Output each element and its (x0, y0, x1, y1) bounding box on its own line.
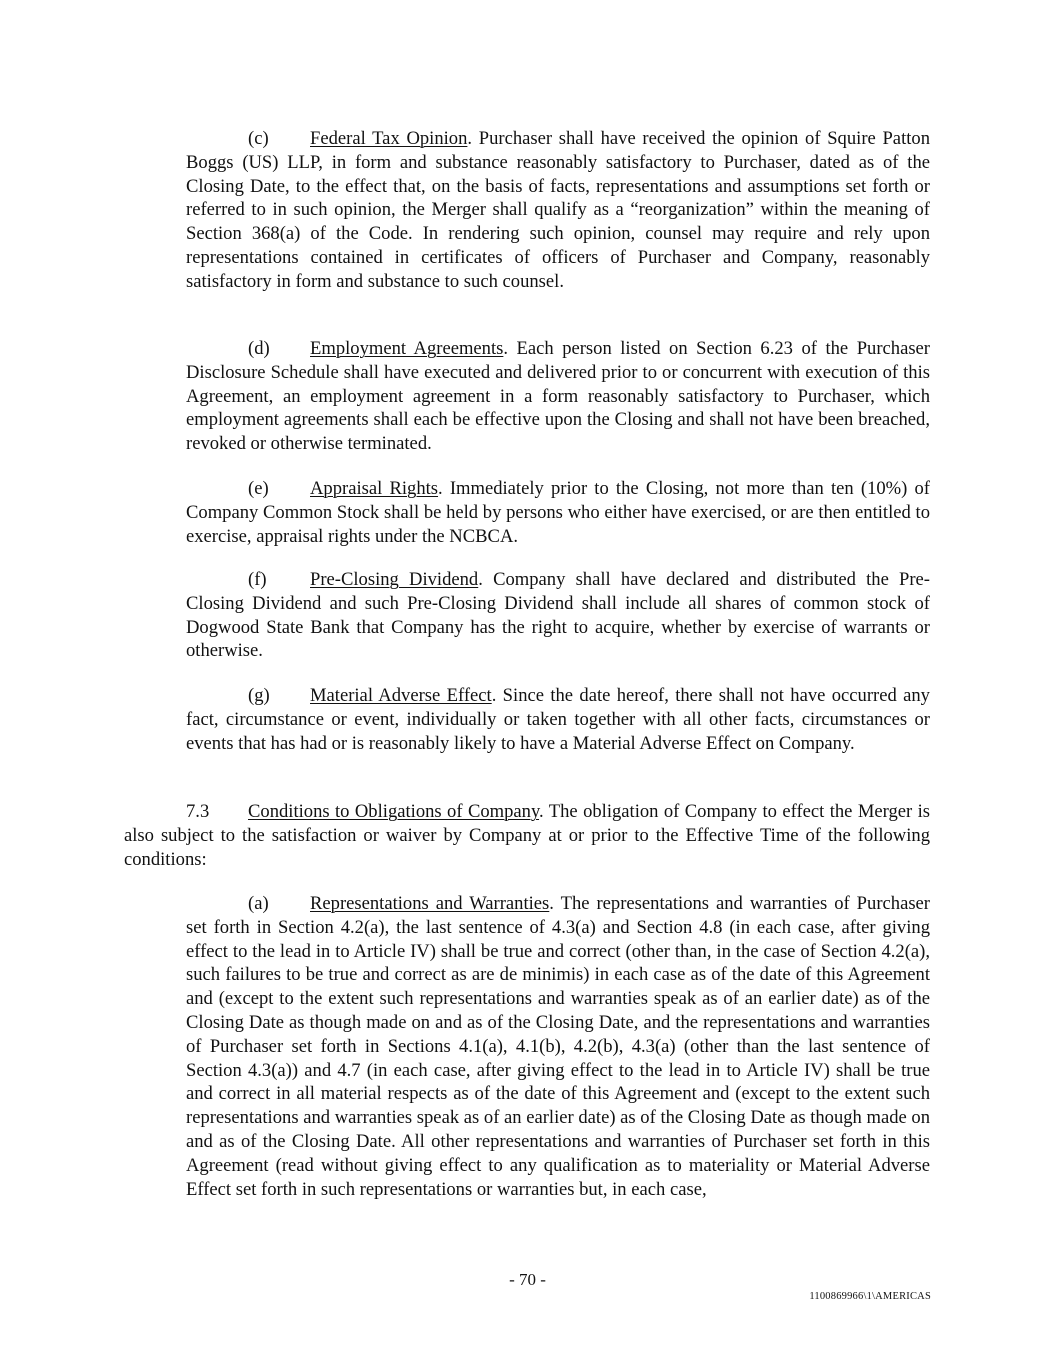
section-body: . The obligation of Company to effect the Merger is also subject to the satisfaction or waiver by Company at or prior to the Effective Time of the following conditions: (124, 801, 931, 870)
paragraph-heading: Federal Tax Opinion (310, 128, 468, 149)
paragraph-c-federal-tax-opinion (186, 127, 930, 294)
paragraph-body: . Company shall have declared and distributed the Pre-Closing Dividend and such Pre-Closing Dividend shall include all shares of common stock of Dogwood State Bank that Company has the right to acquire, whether by exercise of warrants or otherwise. (186, 569, 930, 662)
paragraph-body: . Immediately prior to the Closing, not more than ten (10%) of Company Common Stock shall be held by persons who either have exercised, or are then entitled to exercise, appraisal rights under the NCBCA. (186, 478, 931, 547)
paragraph-g-material-adverse-effect (186, 684, 930, 755)
section-7-3-conditions-company (124, 800, 930, 871)
paragraph-d-employment-agreements (186, 337, 930, 456)
section-heading: Conditions to Obligations of Company (248, 801, 540, 822)
paragraph-e-appraisal-rights (186, 477, 930, 548)
paragraph-label: (c) (248, 128, 269, 149)
paragraph-body: . Each person listed on Section 6.23 of the Purchaser Disclosure Schedule shall have executed and delivered prior to or concurrent with execution of this Agreement, an employment agreement in a form reasonably satisfactory to Purchaser, which employment agreements shall each be effective upon the Closing and shall not have been breached, revoked or otherwise terminated. (186, 338, 931, 455)
paragraph-label: (e) (248, 478, 269, 499)
paragraph-label: (f) (248, 569, 267, 590)
paragraph-heading: Employment Agreements (310, 338, 504, 359)
document-id: 1100869966\1\AMERICAS (809, 1291, 931, 1302)
paragraph-a-representations-warranties (186, 892, 930, 1201)
paragraph-heading: Representations and Warranties (310, 893, 550, 914)
paragraph-heading: Appraisal Rights (310, 478, 439, 499)
section-number: 7.3 (186, 801, 210, 822)
paragraph-body: . The representations and warranties of Purchaser set forth in Section 4.2(a), the last sentence of 4.3(a) and Section 4.8 (in each case, after giving effect to the lead in to Article IV) shall be true and correct (other than, in the case of Section 4.2(a), such failures to be true and correct as are de minimis) in each case as of the date of this Agreement and (except to the extent such representations and warranties speak as of an earlier date) as of the Closing Date as though made on and as of the Closing Date, and the representations and warranties of Purchaser set forth in Sections 4.1(a), 4.1(b), 4.2(b), 4.3(a) (other than the last sentence of Section 4.3(a)) and 4.7 (in each case, after giving effect to the lead in to Article IV) shall be true and correct in all material respects as of the date of this Agreement and (except to the extent such representations and warranties speak as of an earlier date) as of the Closing Date as though made on and as of the Closing Date. All other representations and warranties of Purchaser set forth in this Agreement (read without giving effect to any qualification as to materiality or Material Adverse Effect set forth in such representations or warranties but, in each case, (186, 893, 931, 1200)
paragraph-body: . Since the date hereof, there shall not have occurred any fact, circumstance or event, individually or taken together with all other facts, circumstances or events that has had or is reasonably likely to have a Material Adverse Effect on Company. (186, 685, 930, 754)
paragraph-body: . Purchaser shall have received the opinion of Squire Patton Boggs (US) LLP, in form and substance reasonably satisfactory to Purchaser, dated as of the Closing Date, to the effect that, on the basis of facts, representations and assumptions set forth or referred to in such opinion, the Merger shall qualify as a “reorganization” within the meaning of Section 368(a) of the Code. In rendering such opinion, counsel may require and rely upon representations contained in certificates of officers of Purchaser and Company, reasonably satisfactory in form and substance to such counsel. (186, 128, 930, 292)
paragraph-f-pre-closing-dividend (186, 568, 930, 663)
paragraph-label: (g) (248, 685, 270, 706)
paragraph-label: (a) (248, 893, 269, 914)
paragraph-label: (d) (248, 338, 270, 359)
paragraph-heading: Pre-Closing Dividend (310, 569, 479, 590)
page-number: - 70 - (509, 1270, 546, 1289)
paragraph-heading: Material Adverse Effect (310, 685, 492, 706)
